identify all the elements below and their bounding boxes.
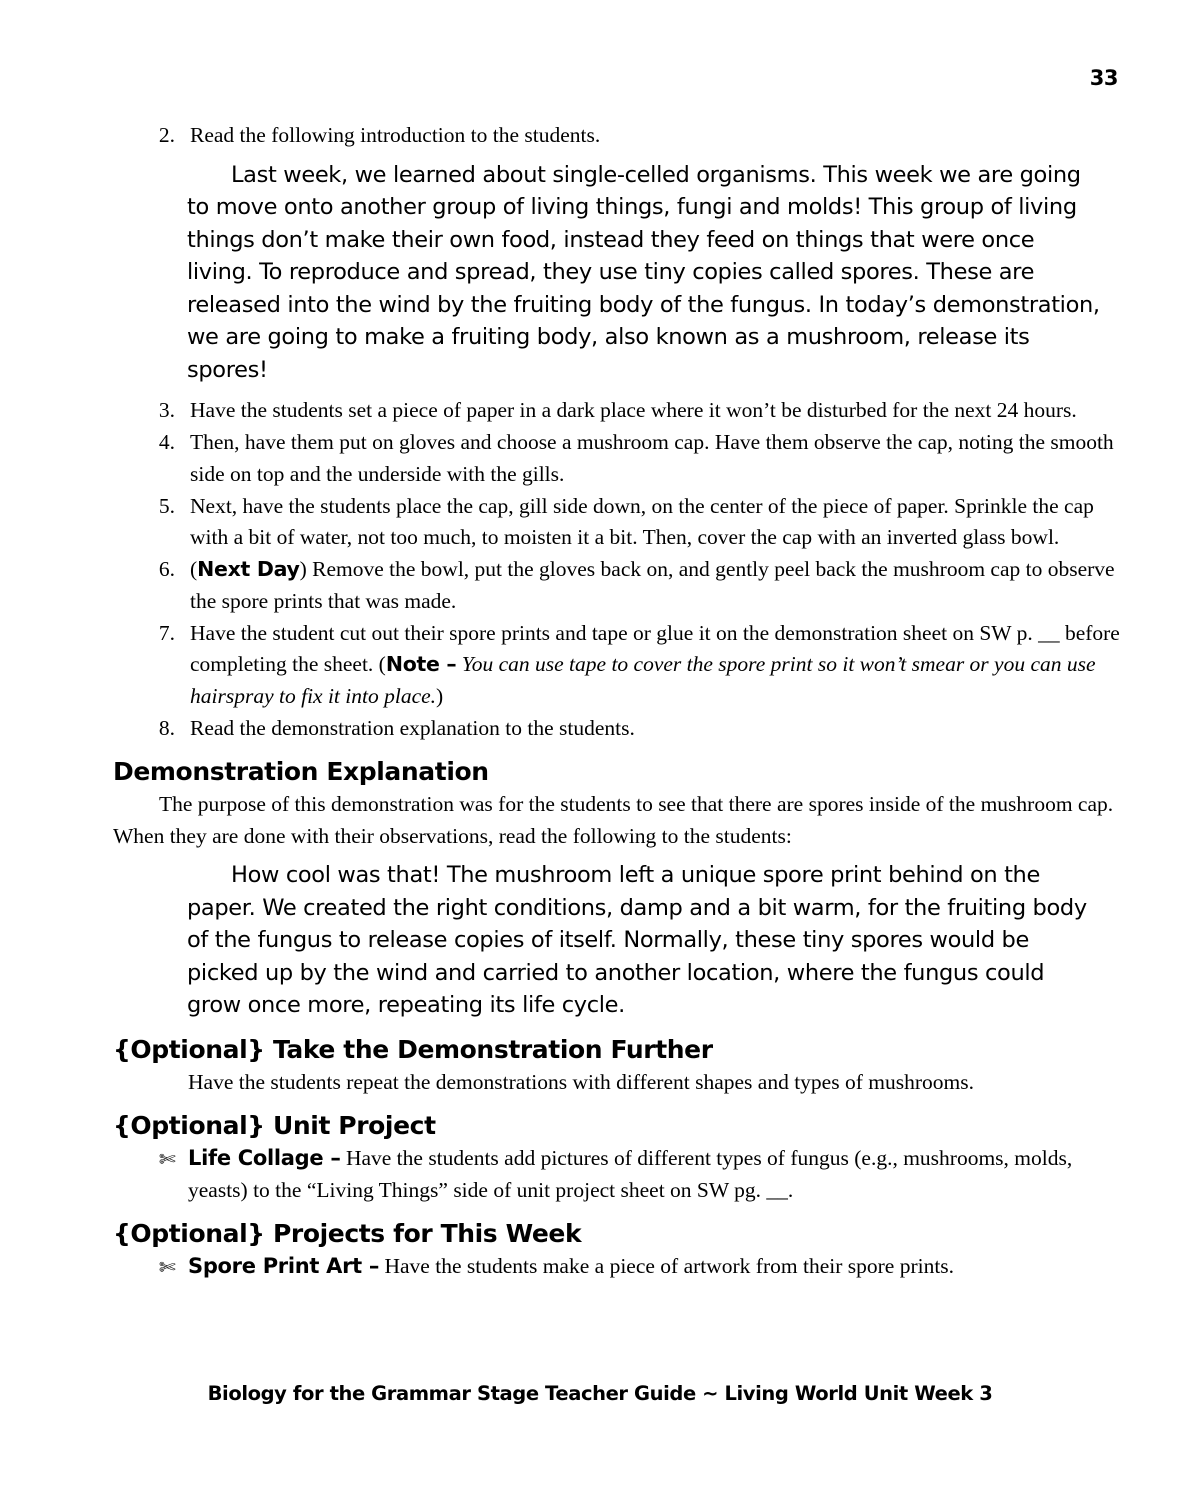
step-text: Next, have the students place the cap, gill side down, on the center of the piece of paper. Sprinkle the cap with a bit of water, not too much, to moisten it a bit. Then, cover the cap with an inverted glass bowl. bbox=[190, 493, 1094, 549]
step-number: 3. bbox=[158, 398, 175, 422]
step-item bbox=[113, 713, 1123, 745]
numbered-steps-list bbox=[113, 120, 1123, 152]
page-footer: Biology for the Grammar Stage Teacher Guide ~ Living World Unit Week 3 bbox=[207, 1382, 993, 1405]
heading-demonstration-explanation: Demonstration Explanation bbox=[113, 757, 489, 786]
next-day-open-paren: ( bbox=[190, 557, 198, 581]
note-label: Note – bbox=[385, 652, 457, 676]
heading-unit-project: {Optional} Unit Project bbox=[113, 1111, 436, 1140]
demonstration-explanation-body: The purpose of this demonstration was for the students to see that there are spores inside of the mushroom cap. When they are done with their observations, read the following to the students: bbox=[113, 792, 1114, 848]
step-number: 6. bbox=[158, 557, 175, 581]
step-number: 2. bbox=[158, 123, 175, 147]
heading-take-demonstration-further: {Optional} Take the Demonstration Further bbox=[113, 1034, 713, 1064]
scissors-icon: ✄ bbox=[159, 1255, 176, 1279]
step-text bbox=[190, 554, 1123, 617]
step-item bbox=[113, 618, 1123, 713]
read-aloud-explanation-block: How cool was that! The mushroom left a unique spore print behind on the paper. We created the right conditions, damp and a bit warm, for the fruiting body of the fungus to release copies of itself. Normally, these tiny spores would be picked up by the wind and carried to another location, where the fungus could grow once more, repeating its life cycle. bbox=[187, 862, 1087, 1018]
note-close-paren: ) bbox=[436, 683, 444, 708]
list-item-lead: Spore Print Art – bbox=[188, 1254, 380, 1278]
step-text-body: Have the student cut out their spore prints and tape or glue it on the demonstration sheet on SW p. __ before completing the sheet. ( bbox=[190, 620, 1120, 676]
list-item bbox=[113, 1143, 1123, 1206]
step-text bbox=[190, 618, 1123, 713]
step-number: 7. bbox=[158, 620, 175, 645]
take-demonstration-further-body: Have the students repeat the demonstrations with different shapes and types of mushrooms. bbox=[188, 1069, 974, 1094]
list-item-lead: Life Collage – bbox=[188, 1146, 341, 1170]
step-item bbox=[113, 395, 1123, 427]
step-text: Read the following introduction to the students. bbox=[190, 123, 601, 147]
step-text-body: Remove the bowl, put the gloves back on, and gently peel back the mushroom cap to observe the spore prints that was made. bbox=[190, 557, 1115, 613]
step-text: Have the students set a piece of paper in a dark place where it won’t be disturbed for the next 24 hours. bbox=[190, 398, 1077, 422]
read-aloud-intro-block: Last week, we learned about single-celled organisms. This week we are going to move onto another group of living things, fungi and molds! This group of living things don’t make their own food, instead they feed on things that were once living. To reproduce and spread, they use tiny copies called spores. These are released into the wind by the fruiting body of the fungus. In today’s demonstration, we are going to make a fruiting body, also known as a mushroom, release its spores! bbox=[187, 161, 1100, 383]
page-number: 33 bbox=[1089, 66, 1118, 90]
step-number: 4. bbox=[158, 430, 175, 454]
step-item bbox=[113, 120, 1123, 152]
step-text: Then, have them put on gloves and choose a mushroom cap. Have them observe the cap, noting the smooth side on top and the underside with the gills. bbox=[190, 430, 1114, 486]
next-day-close-paren: ) bbox=[299, 557, 307, 581]
list-item-text: Have the students make a piece of artwork from their spore prints. bbox=[379, 1254, 955, 1278]
page-content bbox=[113, 120, 1123, 1283]
step-number: 8. bbox=[158, 715, 175, 740]
heading-projects-for-this-week: {Optional} Projects for This Week bbox=[113, 1219, 582, 1248]
note-italic-text: You can use tape to cover the spore print so it won’t smear or you can use hairspray to fix it into place. bbox=[190, 652, 1096, 708]
step-item bbox=[113, 554, 1123, 617]
step-item bbox=[113, 491, 1123, 554]
step-item bbox=[113, 427, 1123, 490]
step-text: Read the demonstration explanation to the students. bbox=[190, 715, 635, 740]
list-item bbox=[113, 1251, 1123, 1283]
scissors-icon: ✄ bbox=[159, 1147, 176, 1171]
list-item-text: Have the students add pictures of different types of fungus (e.g., mushrooms, molds, yeasts) to the “Living Things” side of unit project sheet on SW pg. __. bbox=[188, 1146, 1073, 1202]
next-day-label: Next Day bbox=[197, 557, 300, 581]
step-number: 5. bbox=[158, 493, 175, 518]
numbered-steps-list-continued bbox=[113, 395, 1123, 744]
